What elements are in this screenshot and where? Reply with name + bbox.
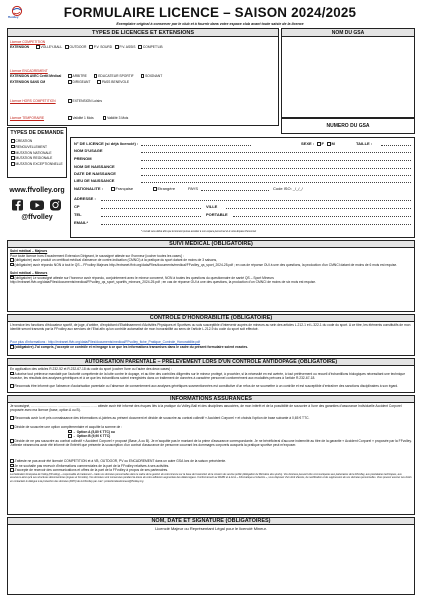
signature-header: NOM, DATE ET SIGNATURE (OBLIGATOIRES)	[8, 518, 414, 525]
checkbox-soignant[interactable]: SOIGNANT	[141, 74, 163, 78]
autorisation-header: AUTORISATION PARENTALE – PRELEVEMENT LORS D'UN CONTROLE ANTIDOPAGE (OBLIGATOIRE)	[8, 359, 414, 366]
competition-options	[36, 45, 163, 49]
checkbox-francaise[interactable]: Française	[111, 186, 133, 191]
autorisation-item2[interactable]: Reconnais être informé que l'absence d'autorisation parentale ou l'absence de consentement aux analyses génétiques susmentionnées est constitutive d'un refus de se soumettre à un contrôle et est susceptible d'entraîner des sanctions disciplinaires à son égard.	[10, 384, 412, 388]
request-types-list	[11, 139, 63, 168]
gsa-name-section	[281, 28, 415, 118]
autorisation-item1[interactable]: Autorise tout préleveur mandaté par l'autorité compétente de la lutte contre le dopage, et au titre des contrôles diligentés sur le mineur protégé, à procéder, si la nécessité en est avérée, à tout prélèvement ou recueil d'échantillons biologiques nécessitant une technique invasive, les résultats des analyses génétiques et à ce que les échantillons soient enregistrés dans un traitement de données à caractère personnel conformément aux modalités prévues à l'article R.232-67-18.	[10, 371, 406, 380]
checkbox-renouvellement[interactable]: RENOUVELLEMENT	[11, 145, 63, 151]
medical-majeurs-label: Suivi médical – Majeurs	[10, 249, 48, 253]
assurances-p1: Je soussigné, …………………………………………………… atteste avoir été informé des risques liés à la pratique du Volley-Ball et des disciplines associées, de mon intérêt et de la possibilité de souscrire à l'une des garanties d'assurance Individuelle Accident Corporel proposée avec ma licence (base, option A ou B).	[10, 404, 402, 413]
date-naissance-field[interactable]	[141, 175, 411, 176]
prenom-field[interactable]	[141, 160, 411, 161]
page-subtitle: Exemplaire original à conserver par le club et à fournir dans votre espace club avant toute saisie de la licence	[116, 22, 304, 26]
portable-label: PORTABLE	[206, 212, 228, 217]
nom-naissance-label: NOM DE NAISSANCE	[74, 164, 115, 169]
nom-naissance-field[interactable]	[141, 168, 411, 169]
youtube-icon[interactable]	[30, 201, 44, 211]
license-types-header: TYPES DE LICENCES ET EXTENSIONS	[8, 29, 278, 37]
assurances-attestation[interactable]: J'atteste ne pas avoir été licencié COMPETITION et à VB, OUTDOOR, PV ou ENCADREMENT dans un autre GSA lors de la saison précédente.	[10, 459, 412, 463]
request-types-section	[7, 127, 67, 178]
competition-label: Licence COMPETITION	[10, 40, 46, 44]
assurances-option-complementaire[interactable]: Décide de souscrire une option complémentaire et acquitte la somme de :	[10, 425, 412, 429]
email-note: * L'email sera utilisé afin que le licencié puisse accéder à son espace personnel et à votre Espace Personnel	[141, 230, 257, 233]
website-link[interactable]: www.ffvolley.org	[9, 187, 65, 194]
lieu-naissance-label: LIEU DE NAISSANCE	[74, 178, 115, 183]
encadrement-label: Licence ENCADREMENT	[10, 69, 48, 73]
portable-field[interactable]	[233, 216, 411, 217]
temporaire-label: Licence TEMPORAIRE	[10, 116, 45, 120]
competition-extension-label: EXTENSION	[10, 45, 30, 49]
checkbox-extension-loisirs[interactable]: EXTENSION Loisirs	[68, 99, 102, 103]
assurances-option-base[interactable]: Reconnais avoir lu et pris connaissance des informations ci-jointes au présent document et décide de souscrire au contrat collectif « Accident Corporel » et choisis l'option de base suivante à 0,65 € TTC.	[10, 416, 412, 420]
checkbox-pv-sourd[interactable]: P.V. SOURD	[89, 45, 112, 49]
checkbox-educateur-sportif[interactable]: EDUCATEUR SPORTIF	[94, 74, 134, 78]
checkbox-etrangere[interactable]: Etrangère	[153, 186, 175, 191]
checkbox-dirigeant[interactable]: DIRIGEANT	[68, 80, 90, 84]
license-types-section	[7, 28, 279, 126]
gsa-number-section	[281, 118, 415, 134]
pays-field[interactable]	[201, 190, 269, 191]
gsa-name-header: NOM DU GSA	[282, 29, 414, 37]
assurances-header: INFORMATIONS ASSURANCES	[8, 396, 414, 403]
assurances-legal: La Fédération Française de Volley (FFvolley) – responsable du traitement – traite vos données personnelles dans le cadre de la gestion de votre licence sur la base de l'exécution de la mission de service public (délégation du Ministère des sports). Vos données peuvent être communiquées aux partenaires de la FFvolley, aux prestataires techniques, aux assureurs ainsi qu'à ses structures déconcentrées (Ligues et Comités). Vos données sont conservées pendant la durée de votre adhésion augmentée des délais légaux. Conformément au RGPD et à la loi « Informatique et Libertés », vous disposez d'un droit d'accès, de rectification et de suppression de vos données personnelles. Vous pouvez exercer ces droits en contactant le délégué à la protection des données (DPO) de la FFvolley par mail : protectiondesdonnees@ffvolley.org	[10, 473, 412, 483]
checkbox-validite-3-mois[interactable]: Validité 3 Mois	[103, 116, 129, 120]
taille-field[interactable]	[381, 145, 411, 146]
signature-text: Licencié Majeur ou Représentant Légal pour le licencié Mineur.	[155, 526, 267, 531]
signature-section	[7, 517, 415, 595]
prenom-label: PRENOM	[74, 156, 92, 161]
nationalite-label: NATIONALITE :	[74, 186, 104, 191]
ville-field[interactable]	[226, 208, 411, 209]
gsa-number-header: NUMERO DU GSA	[326, 123, 370, 129]
lieu-naissance-field[interactable]	[141, 182, 411, 183]
checkbox-mutation-exceptionnelle[interactable]: MUTATION EXCEPTIONNELLE	[11, 162, 63, 168]
sexe-label: SEXE :	[301, 141, 315, 146]
autorisation-intro: En application des articles R.232-52 et R.232-67-18 du code du sport (cocher l'une ou l'autre des deux cases) :	[10, 367, 172, 371]
checkbox-mutation-regionale[interactable]: MUTATION REGIONALE	[11, 156, 63, 162]
logo-text: ffvolley	[8, 15, 19, 19]
checkbox-pv-assis[interactable]: P.V. ASSIS	[115, 45, 135, 49]
assurances-partners[interactable]: J'accepte de recevoir des communications et offres de la part de la FFvolley à propos de ses partenaires.	[10, 468, 412, 472]
taille-label: TAILLE :	[356, 141, 373, 146]
honorabilite-header: CONTROLE D'HONORABILITE (OBLIGATOIRE)	[8, 315, 414, 322]
checkbox-mutation-nationale[interactable]: MUTATION NATIONALE	[11, 151, 63, 157]
cp-label: CP	[74, 204, 80, 209]
checkbox-outdoor[interactable]: OUTDOOR	[65, 45, 86, 49]
date-naissance-label: DATE DE NAISSANCE	[74, 171, 116, 176]
temporaire-options	[68, 116, 128, 120]
autorisation-section	[7, 358, 415, 393]
page-title: FORMULAIRE LICENCE – SAISON 2024/2025	[63, 5, 357, 20]
licence-number-field[interactable]	[141, 145, 251, 146]
medical-majeurs-item2[interactable]: (obligatoire) avoir répondu NON à tout le QS – FFvolley Majeurs http://extranet.ffvb.org/data/Files/documents/medical/FFvolley_qs_sport_2024-25.pdf ; en cas de réponse OUI à une des questions, la production d'un CMNCI datant de moins de 6 mois est requise.	[10, 263, 412, 267]
instagram-icon[interactable]	[50, 200, 61, 211]
identity-section	[70, 137, 415, 238]
checkbox-creation[interactable]: CREATION	[11, 139, 63, 145]
checkbox-sexe-f[interactable]: F	[317, 141, 324, 146]
assurances-section	[7, 395, 415, 515]
adresse-label: ADRESSE :	[74, 196, 96, 201]
adresse-field[interactable]	[101, 200, 411, 201]
code-iso-label: Code ISO: _/_/_/	[273, 186, 303, 191]
checkbox-pass-benevole[interactable]: PASS BENEVOLE	[97, 80, 129, 84]
medical-mineurs-label: Suivi médical – Mineurs	[10, 271, 48, 275]
medical-majeurs-item1[interactable]: (obligatoire) avoir produit un certificat médical d'absence de contre-indication (CMNCI) à la pratique du sport datant de moins de 3 saisons,	[10, 258, 412, 262]
medical-section	[7, 240, 415, 312]
email-label: EMAIL*	[74, 220, 88, 225]
checkbox-validite-1-mois[interactable]: Validité 1 Mois	[68, 116, 94, 120]
assurances-no-info[interactable]: Je ne souhaite pas recevoir d'informations commerciales de la part de la FFvolley relatives à ses activités.	[10, 464, 412, 468]
social-icons	[11, 199, 63, 211]
gsa-name-field[interactable]	[282, 37, 414, 117]
encadrement-sans-label: EXTENSION SANS CM	[10, 80, 46, 84]
licence-number-label: N° DE LICENCE (si déjà licencié) :	[74, 141, 139, 146]
cp-field[interactable]	[101, 208, 201, 209]
email-field[interactable]	[101, 224, 411, 225]
medical-majeurs-intro: Pour toute licence hors Encadrement Extension Dirigeant, le soussigné atteste sur l'honneur [cocher toutes les cases] :	[10, 253, 184, 258]
checkbox-volley-ball[interactable]: VOLLEY-BALL	[36, 45, 62, 49]
facebook-icon[interactable]	[12, 200, 23, 211]
social-handle: @ffvolley	[21, 214, 53, 221]
nom-usage-label: NOM D'USAGE	[74, 148, 103, 153]
medical-header: SUIVI MEDICAL (OBLIGATOIRE)	[8, 241, 414, 248]
hors-competition-label: Licence HORS COMPETITION	[10, 99, 56, 103]
honorabilite-link[interactable]: Pour plus d'informations : http://extranet.ffvb.org/data/Files/documents/medical/FFvolley_fiche_Pratique_Controle_Honorabilite.pdf	[10, 340, 201, 344]
assurances-option-b[interactable]: → Option B (9,90 € TTC)	[68, 434, 110, 438]
checkbox-sexe-m[interactable]: M	[327, 141, 335, 146]
encadrement-sans-options	[68, 80, 129, 84]
assurances-refus[interactable]: Décide de ne pas souscrire au contrat collectif « Accident Corporel » proposé (Base, A ou B). Je m'acquitte pas le montant de la prime d'assurance correspondante. Je ne bénéficierai d'aucune indemnité au titre de la garantie « Accident Corporel » proposée par la FFvolley. J'atteste néanmoins avoir été informé de l'intérêt que présente la souscription d'un contrat d'assurance de personne couvrant les dommages corporels auxquels la pratique sportive peut m'exposer.	[10, 439, 412, 448]
checkbox-arbitre[interactable]: ARBITRE	[68, 74, 87, 78]
medical-mineurs-item[interactable]: (obligatoire) Le soussigné atteste sur l'honneur avoir répondu, conjointement avec le mineur concerné, NON à toutes les questions du questionnaire de santé QS – Sport Mineurs http://extranet.ffvb.org/data/Files/documents/medical/FFvolley_qs_sport_sportifs_mineurs_2024-25.pdf ; en cas de réponse OUI à une des questions, la production d'un CMNCI de moins de six mois est requise.	[10, 275, 317, 284]
honorabilite-section	[7, 314, 415, 356]
tel-field[interactable]	[101, 216, 201, 217]
nom-usage-field[interactable]	[141, 152, 411, 153]
assurances-option-a[interactable]: → Option A (5,80 € TTC) ou	[68, 430, 115, 434]
ffvolley-logo	[7, 5, 27, 19]
honorabilite-text: L'exercice les fonctions d'éducateur sportif, de juge, d'arbitre, d'exploitant d'Etablissement d'Activités Physiques et Sportives ou suis susceptible d'intervenir auprès de mineurs au sein des articles L.212-1 et L.322-1 du code du sport. A ce titre, les éléments constitutifs de mon identité seront transmis par la FFvolley aux services de l'Etat afin qu'un contrôle automatisé de mon honorabilité au sens de l'article L.212-9 du code du sport soit effectué.	[10, 323, 411, 332]
signature-field[interactable]	[8, 532, 414, 594]
tel-label: TEL	[74, 212, 82, 217]
ville-label: VILLE	[206, 204, 218, 209]
encadrement-avec-label: EXTENSION AVEC Certif.Médical	[10, 74, 62, 78]
checkbox-competlib[interactable]: COMPET'LIB	[138, 45, 162, 49]
pays-label: PAYS	[188, 186, 199, 191]
honorabilite-confirm[interactable]: (obligatoire) J'ai compris, j'accepte ce contrôle et m'engage à ce que les informations transmises dans le cadre du présent formulaire soient exactes.	[10, 345, 412, 349]
request-types-header: TYPES DE DEMANDE	[10, 130, 64, 136]
encadrement-avec-options	[68, 74, 162, 78]
